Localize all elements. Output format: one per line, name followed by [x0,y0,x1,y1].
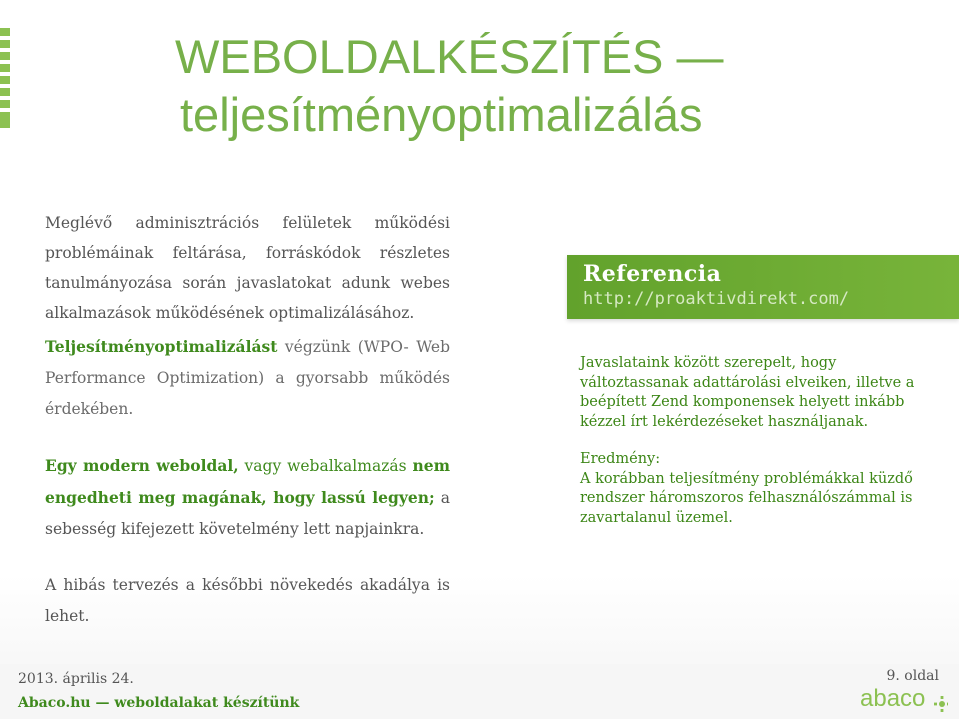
result-label: Eredmény: [580,451,661,467]
reference-title: Referencia [583,261,722,287]
intro-paragraph: Meglévő adminisztrációs felületek működési problémáinak feltárása, forráskódok részletes tanulmányozása során javaslatokat adunk webes alkalmazások működésének optimalizálásához. [45,214,450,322]
result-text: A korábban teljesítmény problémákkal küzdő rendszer háromszoros felhasználószámmal is zavartalanul üzemel. [580,470,913,526]
modern-bold-1: Egy modern weboldal, [45,456,239,475]
modern-rest-text: a sebesség kifejezett követelmény lett napjainkra. [45,489,450,538]
wpo-bold-text: Teljesítményoptimalizálást [45,337,278,356]
modern-website-paragraph [45,450,450,545]
reference-details [580,354,940,528]
wpo-paragraph [45,331,450,425]
reference-url-link[interactable]: http://proaktivdirekt.com/ [583,289,850,309]
page-number: 9. oldal [886,668,939,684]
modern-mid-text: vagy webalkalmazás [238,457,413,475]
footer-site-link[interactable]: Abaco.hu — weboldalakat készítünk [18,695,300,711]
abaco-logo-icon [858,684,948,716]
title-line-1: WEBOLDALKÉSZÍTÉS — [175,30,724,83]
wpo-rest-text: végzünk (WPO- Web Performance Optimization) a gyorsabb működés érdekében. [45,338,450,418]
decorative-side-stripe [0,28,18,128]
svg-text:abaco: abaco [860,685,926,712]
reference-description: Javaslataink között szerepelt, hogy változtassanak adattárolási elveiken, illetve a beépített Zend komponensek helyett inkább kézzel írt lekérdezéseket használjanak. [580,355,915,430]
left-column [45,208,450,632]
design-paragraph: A hibás tervezés a későbbi növekedés akadálya is lehet. [45,576,450,625]
modern-bold-2: nem engedheti meg magának, hogy lassú legyen; [45,456,450,507]
footer-date: 2013. április 24. [18,671,134,687]
page-title [175,28,945,144]
title-line-2: teljesítményoptimalizálás [180,88,703,141]
reference-banner [567,255,959,319]
